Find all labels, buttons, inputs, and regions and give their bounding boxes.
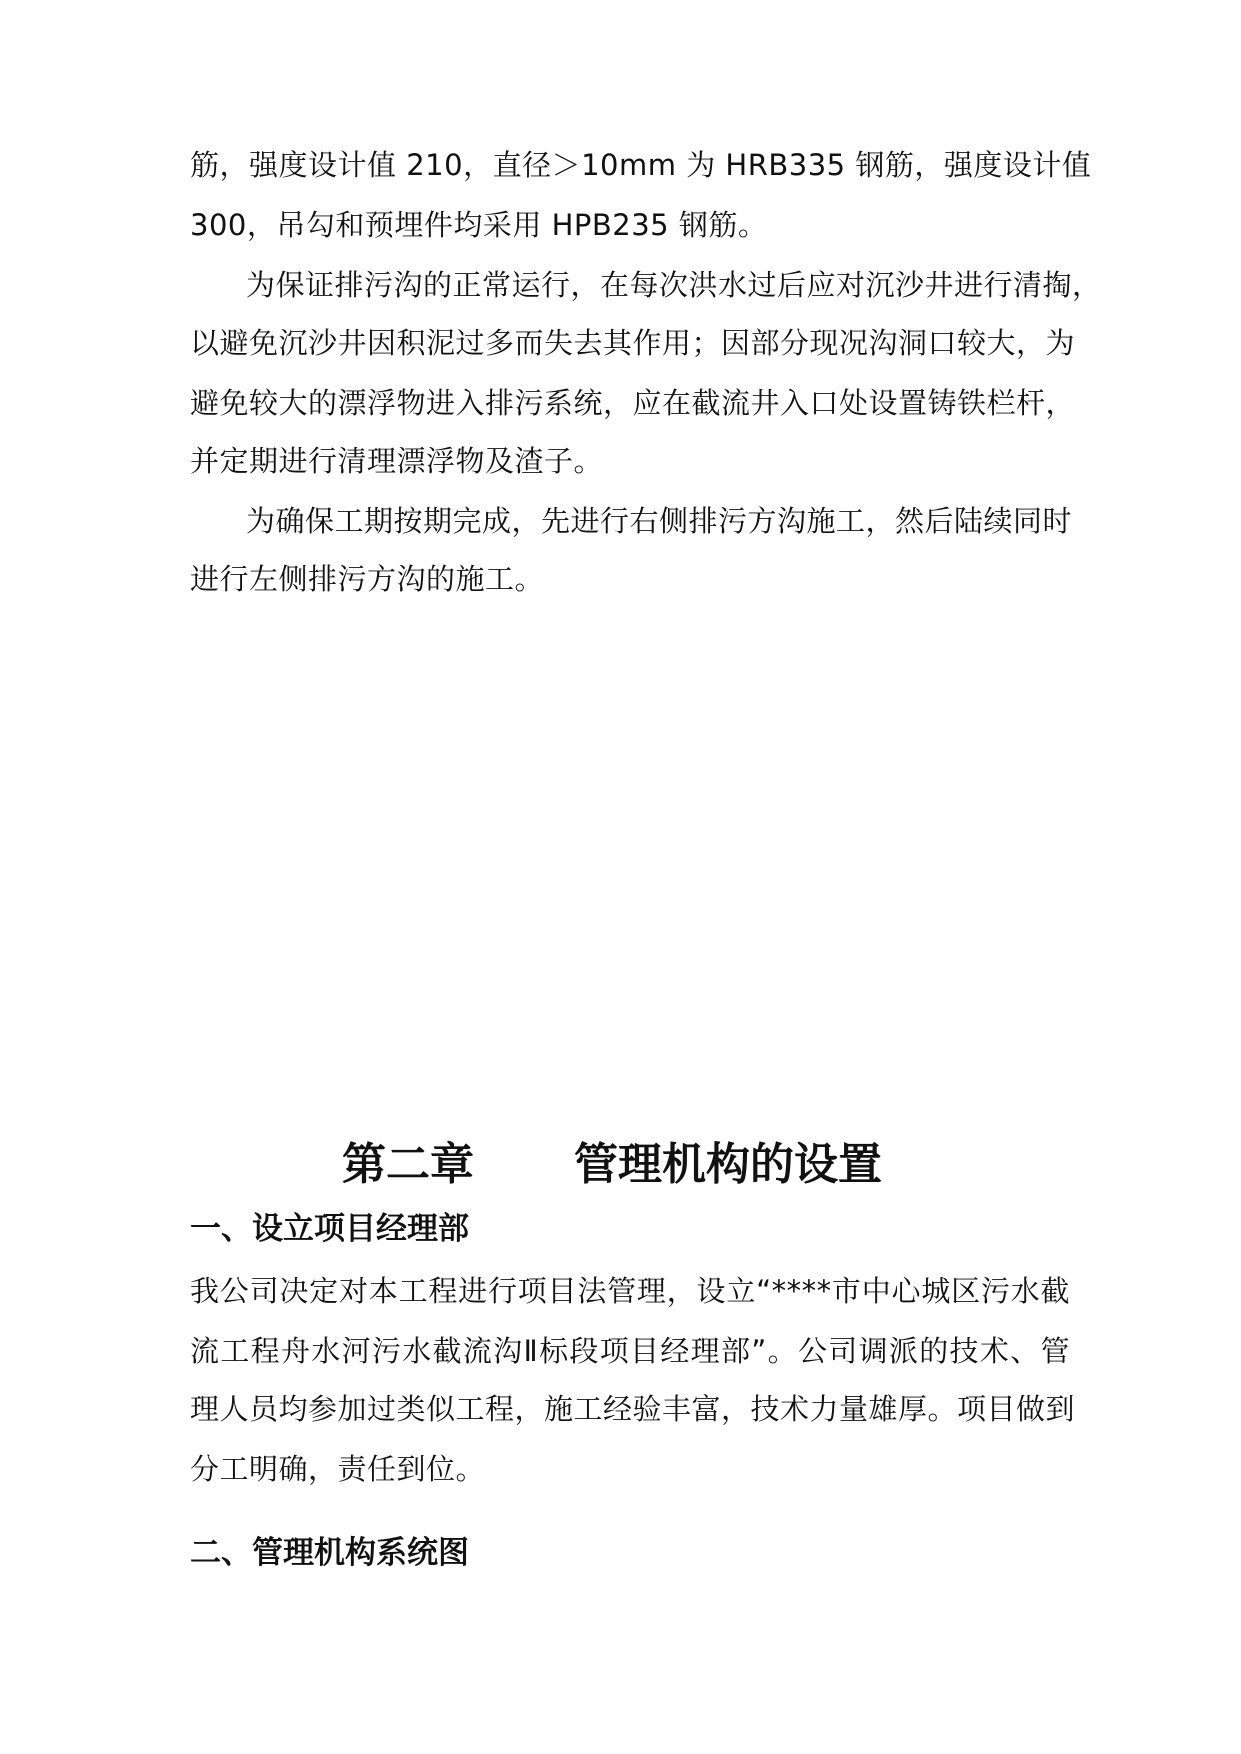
chapter-number: 第二章 — [342, 1139, 474, 1190]
chapter-name: 管理机构的设置 — [574, 1139, 882, 1190]
section-heading: 二、管理机构系统图 — [190, 1535, 469, 1571]
paragraph-line: 理人员均参加过类似工程，施工经验丰富，技术力量雄厚。项目做到 — [190, 1392, 1076, 1426]
paragraph-line: 为确保工期按期完成，先进行右侧排污方沟施工，然后陆续同时 — [246, 504, 1073, 538]
paragraph-line: 并定期进行清理漂浮物及渣子。 — [190, 444, 604, 478]
section-heading: 一、设立项目经理部 — [190, 1211, 469, 1247]
paragraph-line: 分工明确，责任到位。 — [190, 1452, 486, 1486]
paragraph-line: 300，吊勾和预埋件均采用 HPB235 钢筋。 — [190, 208, 768, 242]
paragraph-line: 流工程舟水河污水截流沟Ⅱ标段项目经理部”。公司调派的技术、管 — [190, 1334, 1070, 1368]
paragraph-line: 以避免沉沙井因积泥过多而失去其作用；因部分现况沟洞口较大，为 — [190, 326, 1076, 360]
chapter-title — [0, 1135, 1241, 1195]
paragraph-line: 为保证排污沟的正常运行，在每次洪水过后应对沉沙井进行清掏， — [246, 268, 1102, 302]
paragraph-line: 筋，强度设计值 210，直径＞10mm 为 HRB335 钢筋，强度设计值 — [190, 148, 1092, 182]
paragraph-line: 避免较大的漂浮物进入排污系统，应在截流井入口处设置铸铁栏杆， — [190, 386, 1076, 420]
paragraph-line: 进行左侧排污方沟的施工。 — [190, 562, 545, 596]
paragraph-line: 我公司决定对本工程进行项目法管理，设立“****市中心城区污水截 — [190, 1274, 1070, 1308]
